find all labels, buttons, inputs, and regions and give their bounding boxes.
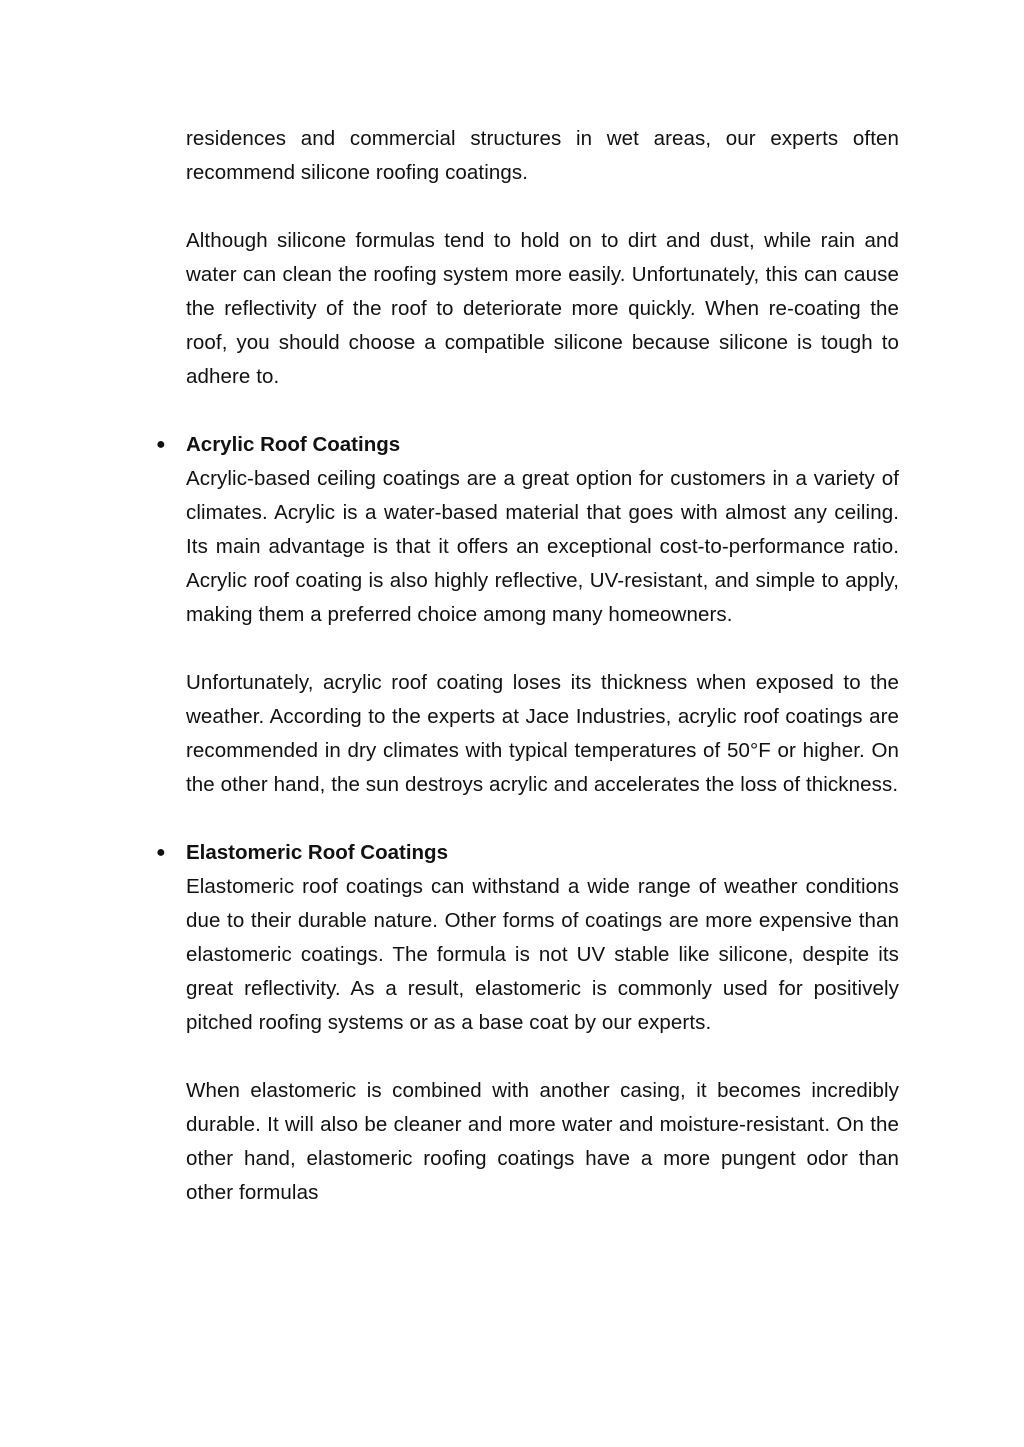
bullet-icon: ● [156, 436, 166, 453]
section-acrylic [156, 428, 899, 802]
section-paragraph: Elastomeric roof coatings can withstand a wide range of weather conditions due to their durable nature. Other forms of coatings are more expensive than elastomeric coatings. The formula is not UV stable like silicone, despite its great reflectivity. As a result, elastomeric is commonly used for positively pitched roofing systems or as a base coat by our experts. [186, 875, 899, 1034]
section-elastomeric [156, 836, 899, 1210]
section-paragraph: Acrylic-based ceiling coatings are a great option for customers in a variety of climates. Acrylic is a water-based material that goes with almost any ceiling. Its main advantage is that it offers an exceptional cost-to-performance ratio. Acrylic roof coating is also highly reflective, UV-resistant, and simple to apply, making them a preferred choice among many homeowners. [186, 467, 899, 626]
document-body [156, 122, 899, 1210]
intro-paragraph-1: residences and commercial structures in wet areas, our experts often recommend silicone roofing coatings. [186, 127, 899, 184]
bullet-icon: ● [156, 844, 166, 861]
section-paragraph: Unfortunately, acrylic roof coating loses its thickness when exposed to the weather. According to the experts at Jace Industries, acrylic roof coatings are recommended in dry climates with typical temperatures of 50°F or higher. On the other hand, the sun destroys acrylic and accelerates the loss of thickness. [186, 671, 899, 796]
section-heading: Acrylic Roof Coatings [186, 433, 401, 456]
section-heading: Elastomeric Roof Coatings [186, 841, 448, 864]
intro-paragraph-2: Although silicone formulas tend to hold on to dirt and dust, while rain and water can clean the roofing system more easily. Unfortunately, this can cause the reflectivity of the roof to deteriorate more quickly. When re-coating the roof, you should choose a compatible silicone because silicone is tough to adhere to. [186, 229, 899, 388]
section-paragraph: When elastomeric is combined with another casing, it becomes incredibly durable. It will also be cleaner and more water and moisture-resistant. On the other hand, elastomeric roofing coatings have a more pungent odor than other formulas [186, 1079, 899, 1204]
